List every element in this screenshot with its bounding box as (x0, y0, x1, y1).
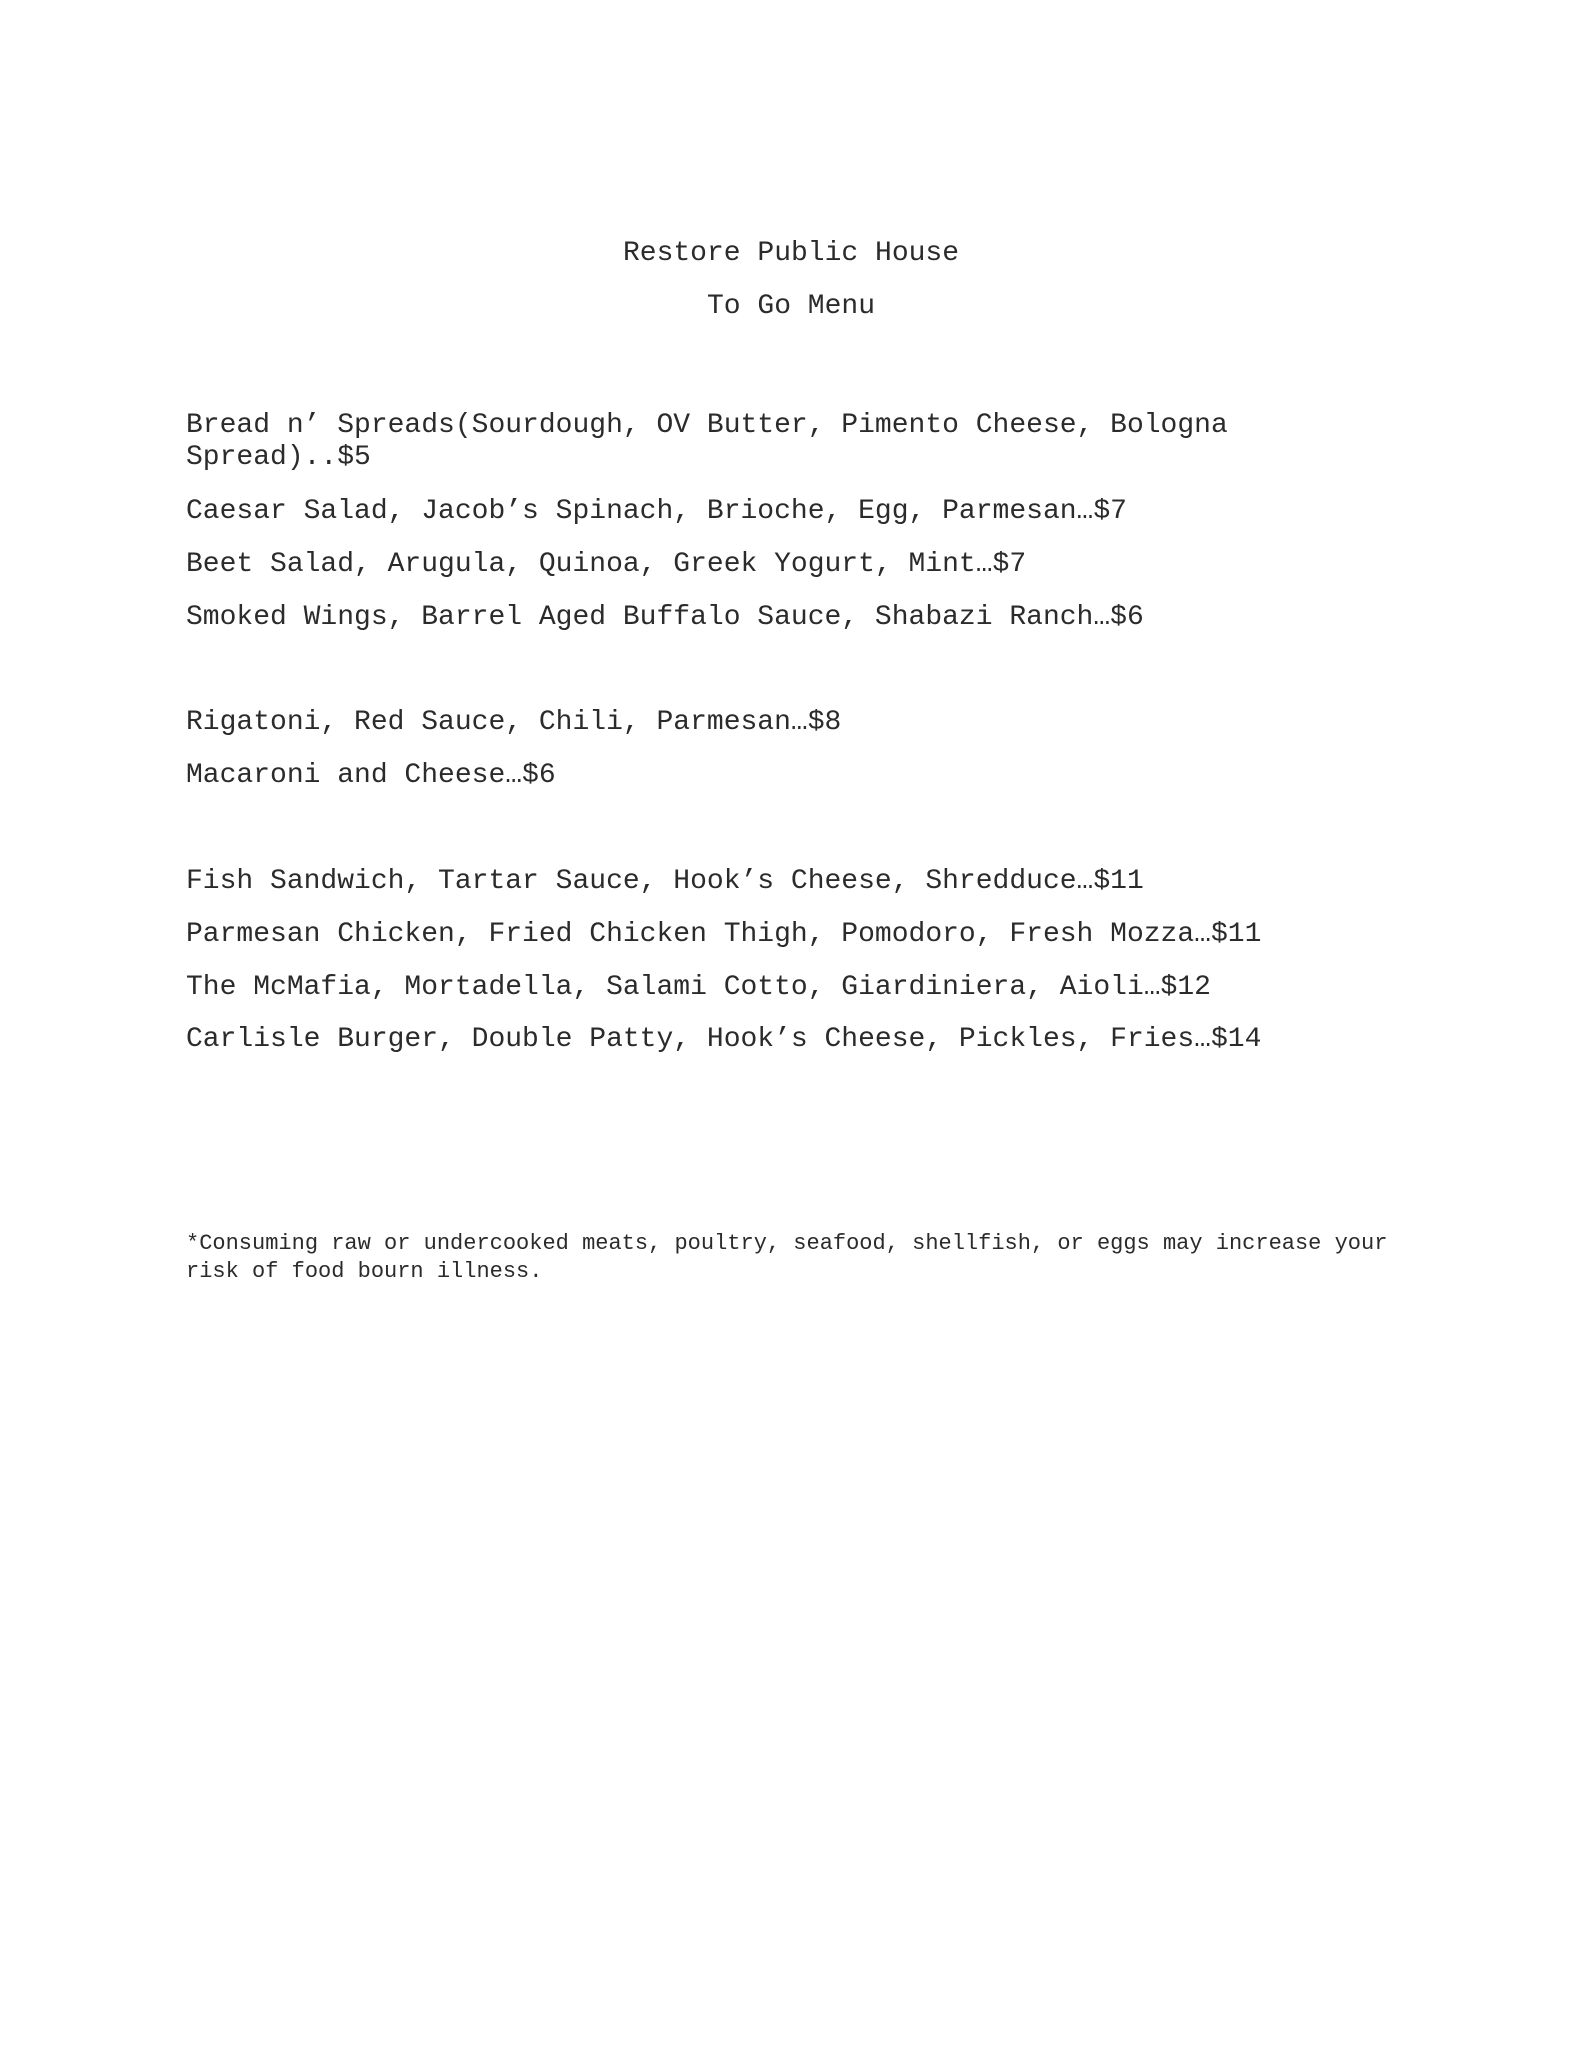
menu-item-parmesan-chicken: Parmesan Chicken, Fried Chicken Thigh, Pomodoro, Fresh Mozza…$11 (186, 919, 1262, 950)
menu-item-rigatoni: Rigatoni, Red Sauce, Chili, Parmesan…$8 (186, 707, 842, 738)
food-safety-disclaimer: *Consuming raw or undercooked meats, poultry, seafood, shellfish, or eggs may increase your risk of food bourn illness. (186, 1231, 1401, 1284)
menu-item-fish-sandwich: Fish Sandwich, Tartar Sauce, Hook’s Cheese, Shredduce…$11 (186, 866, 1144, 897)
menu-item-smoked-wings: Smoked Wings, Barrel Aged Buffalo Sauce, Shabazi Ranch…$6 (186, 602, 1144, 633)
menu-item-carlisle-burger: Carlisle Burger, Double Patty, Hook’s Cheese, Pickles, Fries…$14 (186, 1024, 1262, 1055)
page-title: Restore Public House (622, 238, 960, 269)
menu-item-caesar-salad: Caesar Salad, Jacob’s Spinach, Brioche, Egg, Parmesan…$7 (186, 496, 1127, 527)
menu-item-mcmafia: The McMafia, Mortadella, Salami Cotto, Giardiniera, Aioli…$12 (186, 972, 1211, 1003)
page-subtitle: To Go Menu (706, 291, 876, 322)
menu-item-bread-spreads: Bread n’ Spreads(Sourdough, OV Butter, Pimento Cheese, Bologna Spread)..$5 (186, 410, 1245, 473)
menu-item-beet-salad: Beet Salad, Arugula, Quinoa, Greek Yogurt, Mint…$7 (186, 549, 1027, 580)
menu-item-mac-and-cheese: Macaroni and Cheese…$6 (186, 760, 556, 791)
